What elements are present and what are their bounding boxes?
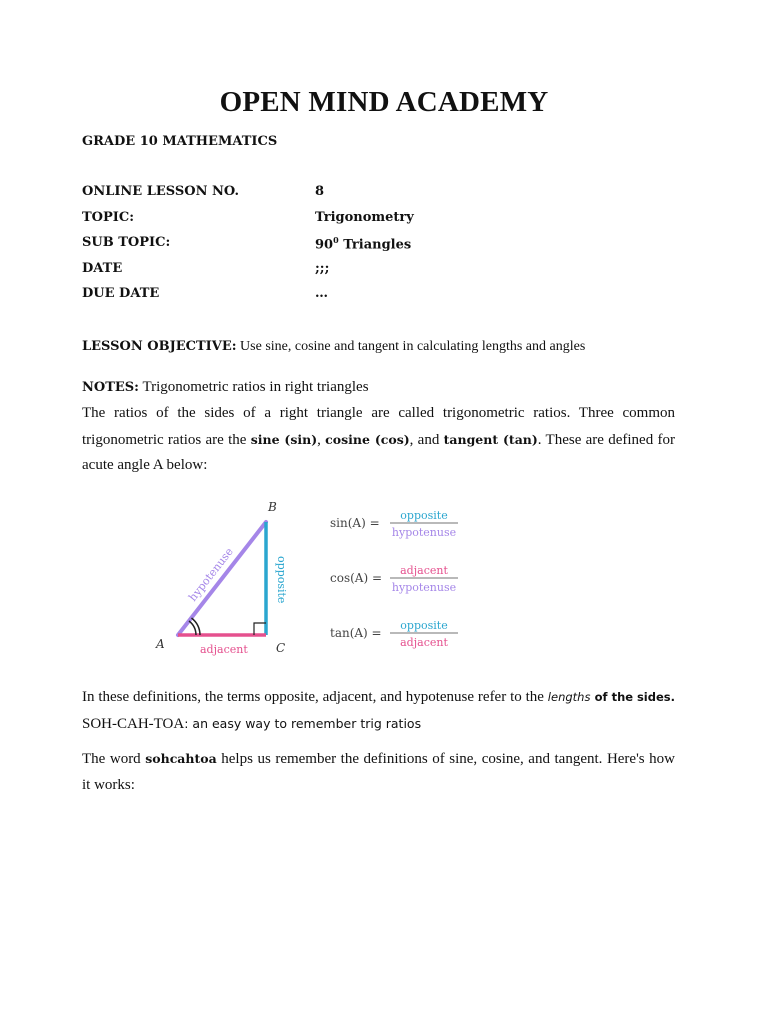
formula-numerator: opposite [400, 509, 448, 522]
info-row-date [82, 261, 414, 287]
right-angle-marker [254, 623, 266, 635]
formula-tan [330, 619, 458, 649]
definitions-paragraph [82, 685, 675, 737]
hypotenuse-side [178, 522, 266, 635]
opposite-label: opposite [275, 556, 288, 604]
formula-lhs: tan(A) = [330, 626, 382, 640]
info-row-lesson-no [82, 184, 414, 210]
info-row-due-date [82, 286, 414, 312]
formula-lhs: cos(A) = [330, 571, 383, 585]
grade-heading: GRADE 10 MATHEMATICS [82, 134, 278, 149]
text-span: In these definitions, the terms opposite, adjacent, and hypotenuse refer to the [82, 689, 548, 705]
text-span: , and [409, 431, 444, 448]
vertex-label-c: C [276, 641, 286, 655]
trig-ratio-formulas [328, 505, 478, 655]
term-lengths: lengths [547, 690, 591, 704]
degree-superscript: 0 [333, 235, 339, 245]
formula-denominator: hypotenuse [391, 581, 457, 594]
lesson-objective [82, 338, 585, 355]
angle-arc-inner [189, 621, 196, 635]
info-key: TOPIC: [82, 209, 134, 225]
notes-label: NOTES: [82, 380, 139, 395]
text-span: . These are defined for acute angle A below: [82, 431, 675, 473]
adjacent-label: adjacent [200, 643, 248, 656]
notes-heading [82, 379, 369, 396]
formula-lhs: sin(A) = [330, 516, 380, 530]
objective-label: LESSON OBJECTIVE: [82, 339, 237, 354]
intro-paragraph [82, 401, 675, 479]
vertex-label-a: A [156, 637, 165, 651]
term-sides: sides. [636, 690, 675, 704]
text-span: helps us remember the definitions of sine, cosine, and tangent. Here's how it works: [82, 751, 675, 793]
formula-denominator: hypotenuse [391, 526, 457, 539]
term-sine: sine (sin) [250, 431, 318, 447]
info-value-rest: Triangles [338, 237, 412, 253]
info-value [315, 235, 411, 261]
term-cosine: cosine (cos) [325, 431, 410, 447]
right-triangle-diagram [150, 490, 310, 670]
objective-text: Use sine, cosine and tangent in calculating lengths and angles [236, 339, 586, 354]
hypotenuse-label: hypotenuse [186, 545, 236, 604]
info-key: DATE [82, 260, 123, 276]
formula-numerator: opposite [400, 619, 448, 632]
info-value: ;;; [315, 260, 330, 276]
soh-cah-toa-heading: SOH-CAH-TOA [82, 715, 185, 732]
info-key: SUB TOPIC: [82, 235, 171, 250]
text-span: of the [590, 690, 634, 704]
page-title: OPEN MIND ACADEMY [219, 86, 549, 118]
formula-cos [330, 564, 458, 594]
text-span: , [317, 431, 326, 448]
lesson-info-table [82, 184, 414, 312]
vertex-label-b: B [268, 500, 277, 514]
info-row-topic [82, 210, 414, 236]
info-key: ONLINE LESSON NO. [82, 184, 239, 199]
text-span: The word [82, 751, 146, 767]
formula-sin [330, 509, 458, 539]
info-row-sub-topic [82, 235, 414, 261]
term-tangent: tangent (tan) [443, 431, 538, 447]
formula-denominator: adjacent [400, 636, 448, 649]
term-sohcahtoa: sohcahtoa [145, 751, 217, 766]
formula-numerator: adjacent [400, 564, 448, 577]
info-value: 8 [315, 184, 325, 199]
info-value-main: 90 [315, 237, 334, 253]
text-span: The ratios of the sides of a right triangle are called trigonometric ratios. Three common trigonometric ratios are the [82, 405, 675, 448]
info-value: Trigonometry [315, 209, 414, 225]
notes-text: Trigonometric ratios in right triangles [138, 379, 369, 395]
info-value: … [315, 286, 328, 301]
soh-cah-toa-text: : an easy way to remember trig ratios [184, 715, 422, 731]
info-key: DUE DATE [82, 286, 160, 301]
sohcahtoa-paragraph [82, 746, 675, 798]
